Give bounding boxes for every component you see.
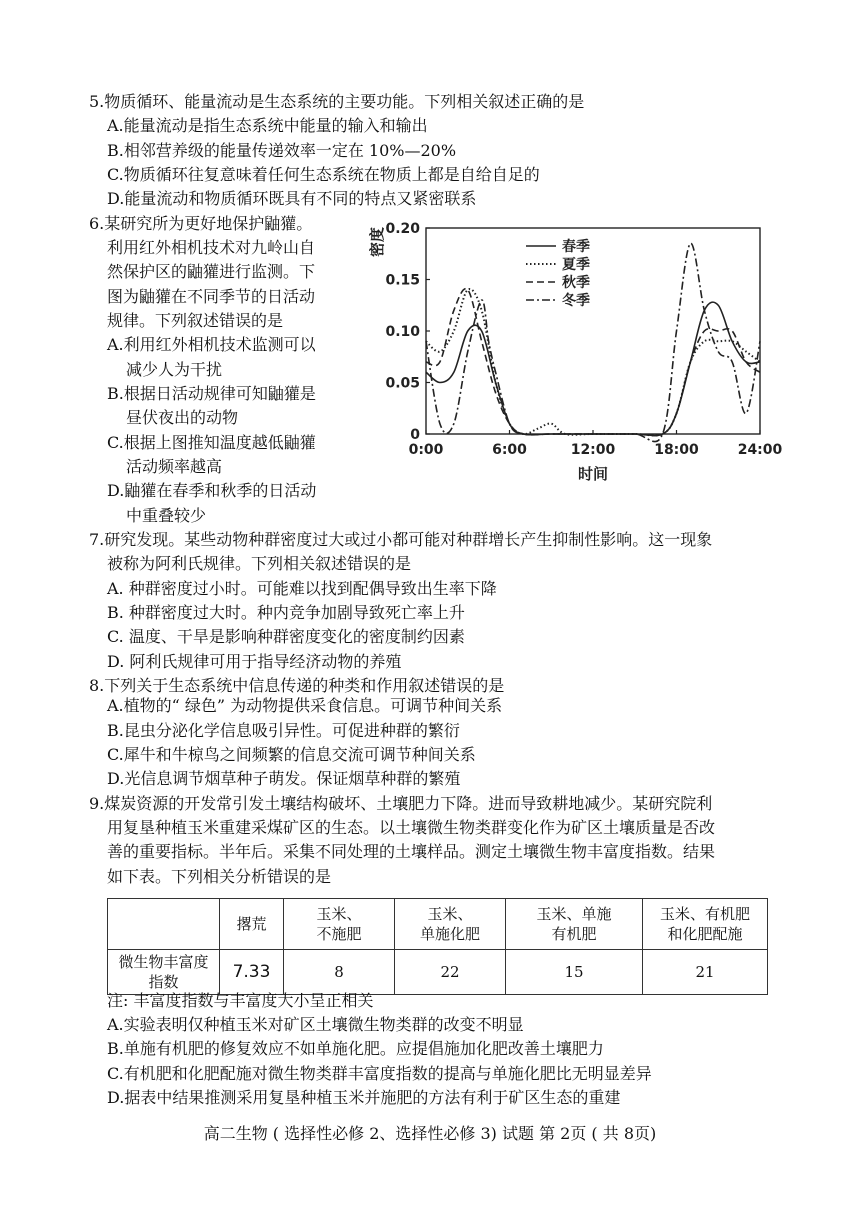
table-header-cell (108, 899, 220, 950)
y-tick-label: 0.15 (385, 272, 420, 289)
q5-option-b: B.相邻营养级的能量传递效率一定在 10%—20% (107, 141, 457, 160)
table-header-cell: 撂荒 (220, 899, 284, 950)
q6-option-b: B.根据日活动规律可知鼬獾是 (107, 384, 316, 403)
table-header-cell: 玉米、 不施肥 (284, 899, 395, 950)
y-tick-label: 0.10 (385, 324, 420, 340)
q6-stem-line-5: 规律。下列叙述错误的是 (107, 311, 284, 330)
q9-table-note: 注: 丰富度指数与丰富度大小呈正相关 (107, 991, 374, 1010)
table-header-cell: 玉米、有机肥 和化肥配施 (643, 899, 768, 950)
legend-label: 秋季 (562, 275, 590, 291)
microbe-richness-table (107, 898, 768, 995)
q6-option-a-cont: 减少人为干扰 (126, 360, 223, 379)
plot-frame (426, 228, 760, 434)
x-tick-label: 6:00 (492, 442, 527, 458)
y-tick-label: 0 (410, 427, 420, 443)
q5-stem: 5.物质循环、能量流动是生态系统的主要功能。下列相关叙述正确的是 (89, 92, 585, 111)
q6-stem-line-4: 图为鼬獾在不同季节的日活动 (107, 287, 316, 306)
table-cell: 15 (506, 950, 643, 995)
q9-option-b: B.单施有机肥的修复效应不如单施化肥。应提倡施加化肥改善土壤肥力 (107, 1039, 604, 1058)
y-axis-label: 密度 (368, 226, 386, 258)
q8-stem: 8.下列关于生态系统中信息传递的种类和作用叙述错误的是 (89, 676, 505, 695)
table-cell: 7.33 (220, 950, 284, 995)
q9-option-c: C.有机肥和化肥配施对微生物类群丰富度指数的提高与单施化肥比无明显差异 (107, 1064, 652, 1083)
q6-stem-line-1: 6.某研究所为更好地保护鼬獾。 (89, 214, 313, 233)
q9-stem-line-3: 善的重要指标。半年后。采集不同处理的土壤样品。测定土壤微生物丰富度指数。结果 (107, 842, 716, 861)
q6-option-c-cont: 活动频率越高 (126, 457, 223, 476)
q9-stem-line-2: 用复垦种植玉米重建采煤矿区的生态。以土壤微生物类群变化作为矿区土壤质量是否改 (107, 818, 716, 837)
q5-option-c: C.物质循环往复意味着任何生态系统在物质上都是自给自足的 (107, 165, 540, 184)
q6-option-d: D.鼬獾在春季和秋季的日活动 (107, 481, 317, 500)
table-row (108, 950, 768, 995)
q9-option-a: A.实验表明仅种植玉米对矿区土壤微生物类群的改变不明显 (107, 1015, 524, 1034)
q8-option-d: D.光信息调节烟草种子萌发。保证烟草种群的繁殖 (107, 769, 461, 788)
table-header-cell: 玉米、 单施化肥 (395, 899, 506, 950)
y-tick-label: 0.20 (385, 221, 420, 237)
x-tick-label: 18:00 (654, 442, 699, 458)
series-line-3 (426, 289, 760, 436)
q7-option-c: C. 温度、干旱是影响种群密度变化的密度制约因素 (107, 627, 465, 646)
table-cell: 21 (643, 950, 768, 995)
activity-density-chart (360, 212, 783, 492)
q8-option-c: C.犀牛和牛椋鸟之间频繁的信息交流可调节种间关系 (107, 745, 476, 764)
table-cell: 22 (395, 950, 506, 995)
q7-option-b: B. 种群密度过大时。种内竞争加剧导致死亡率上升 (107, 603, 465, 622)
legend-label: 春季 (562, 239, 590, 255)
q7-option-a: A. 种群密度过小时。可能难以找到配偶导致出生率下降 (107, 579, 497, 598)
x-tick-label: 24:00 (737, 442, 783, 458)
q8-option-a: A.植物的“ 绿色” 为动物提供采食信息。可调节种间关系 (107, 696, 503, 715)
legend-label: 冬季 (562, 293, 590, 309)
q5-option-d: D.能量流动和物质循环既具有不同的特点又紧密联系 (107, 189, 477, 208)
q9-stem-line-4: 如下表。下列相关分析错误的是 (107, 867, 332, 886)
q5-option-a: A.能量流动是指生态系统中能量的输入和输出 (107, 116, 428, 135)
q6-option-b-cont: 昼伏夜出的动物 (126, 408, 239, 427)
table-row-label: 微生物丰富度 指数 (108, 950, 220, 995)
q7-stem-line-2: 被称为阿利氏规律。下列相关叙述错误的是 (107, 554, 412, 573)
q7-stem-line-1: 7.研究发现。某些动物种群密度过大或过小都可能对种群增长产生抑制性影响。这一现象 (89, 530, 713, 549)
q8-option-b: B.昆虫分泌化学信息吸引异性。可促进种群的繁衍 (107, 721, 460, 740)
series-line-1 (426, 302, 760, 435)
series-line-4 (426, 243, 760, 441)
q6-option-a: A.利用红外相机技术监测可以 (107, 335, 316, 354)
q6-stem-line-3: 然保护区的鼬獾进行监测。下 (107, 262, 316, 281)
legend-label: 夏季 (562, 257, 590, 273)
q9-stem-line-1: 9.煤炭资源的开发常引发土壤结构破坏、土壤肥力下降。进而导致耕地减少。某研究院利 (89, 794, 713, 813)
q6-option-d-cont: 中重叠较少 (126, 506, 207, 525)
q6-option-c: C.根据上图推知温度越低鼬獾 (107, 433, 316, 452)
table-header-row (108, 899, 768, 950)
q7-option-d: D. 阿利氏规律可用于指导经济动物的养殖 (107, 652, 402, 671)
y-tick-label: 0.05 (385, 375, 420, 392)
x-axis-label: 时间 (577, 465, 609, 483)
table-cell: 8 (284, 950, 395, 995)
q9-option-d: D.据表中结果推测采用复垦种植玉米并施肥的方法有利于矿区生态的重建 (107, 1088, 621, 1107)
series-line-2 (426, 289, 760, 435)
page-footer: 高二生物 ( 选择性必修 2、选择性必修 3) 试题 第 2页 ( 共 8页) (203, 1124, 657, 1143)
x-tick-label: 12:00 (570, 442, 616, 458)
x-tick-label: 0:00 (408, 442, 444, 458)
table-header-cell: 玉米、单施 有机肥 (506, 899, 643, 950)
q6-stem-line-2: 利用红外相机技术对九岭山自 (107, 238, 316, 257)
